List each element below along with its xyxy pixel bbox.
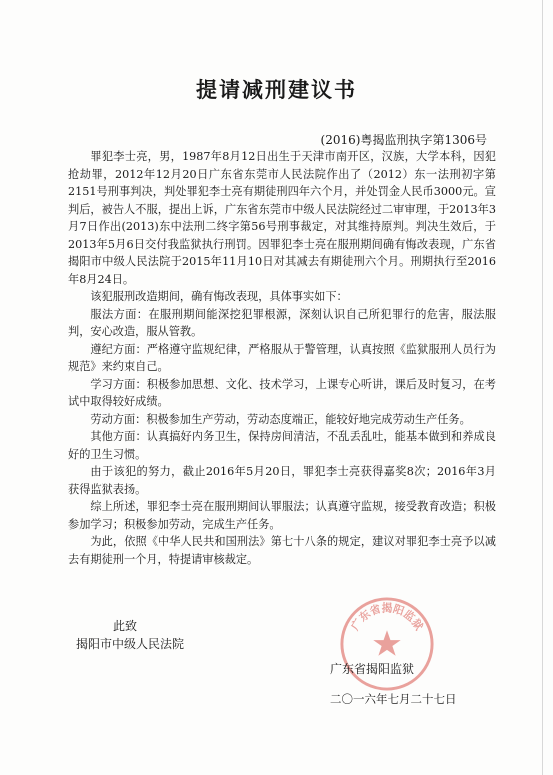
paragraph-study: 学习方面：积极参加思想、文化、技术学习，上课专心听讲，课后及时复习，在考试中取得较好成绩。 [68,377,496,408]
paragraph-labor: 劳动方面：积极参加生产劳动，劳动态度端正，能较好地完成劳动生产任务。 [90,412,471,426]
official-seal [338,595,436,693]
paragraph-intro: 该犯服刑改造期间，确有悔改表现，具体事实如下： [90,290,348,303]
paragraph-discipline: 遵纪方面：严格遵守监规纪律，严格服从于警管理，认真按照《监狱服刑人员行为规范》来约束自己。 [68,342,496,373]
document-title: 提请减刑建议书 [196,77,357,102]
closing-salutation: 此致 [113,619,138,633]
paragraph-case-background: 罪犯李士亮，男，1987年8月12日出生于天津市南开区，汉族，大学本科，因犯抢劫罪，2012年12月20日广东省东莞市人民法院作出了（2012）东一法刑初字第2151号刑事判决，判处罪犯李士亮有期徒刑四年六个月，并处罚金人民币3000元。宣判后，被告人不服，提出上诉，广东省东莞市中级人民法院经过二审审理，于2013年3月7日作出(2013)东中法刑二终字第56号刑事裁定，对其维持原判。判决生效后，于2013年5月6日交付我监狱执行刑罚。因罪犯李士亮在服刑期间确有悔改表现，广东省揭阳市中级人民法院于2015年11月10日对其减去有期徒刑六个月。刑期执行至2016年8月24日。 [68,150,496,286]
issue-date: 二〇一六年七月二十七日 [330,692,457,706]
paragraph-other: 其他方面：认真搞好内务卫生，保持房间清洁，不乱丢乱吐，能基本做到和养成良好的卫生习惯。 [68,430,496,461]
seal-text: 广东省揭阳监狱 [348,601,426,633]
paragraph-recommendation: 为此，依照《中华人民共和国刑法》第七十八条的规定，建议对罪犯李士亮予以减去有期徒刑一个月，特提请审核裁定。 [68,535,496,566]
issuer-name: 广东省揭阳监狱 [330,662,415,676]
document-number: (2016)粤揭监刑执字第1306号 [320,133,487,147]
page-edge [542,0,543,775]
seal-star-icon [373,630,400,655]
paragraph-summary: 综上所述，罪犯李士亮在服刑期间认罪服法；认真遵守监规，接受教育改造；积极参加学习；积极参加劳动，完成生产任务。 [68,500,496,531]
paragraph-rewards: 由于该犯的努力，截止2016年5月20日，罪犯李士亮获得嘉奖8次；2016年3月获得监狱表扬。 [68,465,496,496]
paragraph-law-abiding: 服法方面：在服刑期间能深挖犯罪根源，深刻认识自己所犯罪行的危害，服法服判，安心改造，服从管教。 [68,307,496,338]
document-body [68,148,496,568]
recipient-court: 揭阳市中级人民法院 [76,637,185,651]
